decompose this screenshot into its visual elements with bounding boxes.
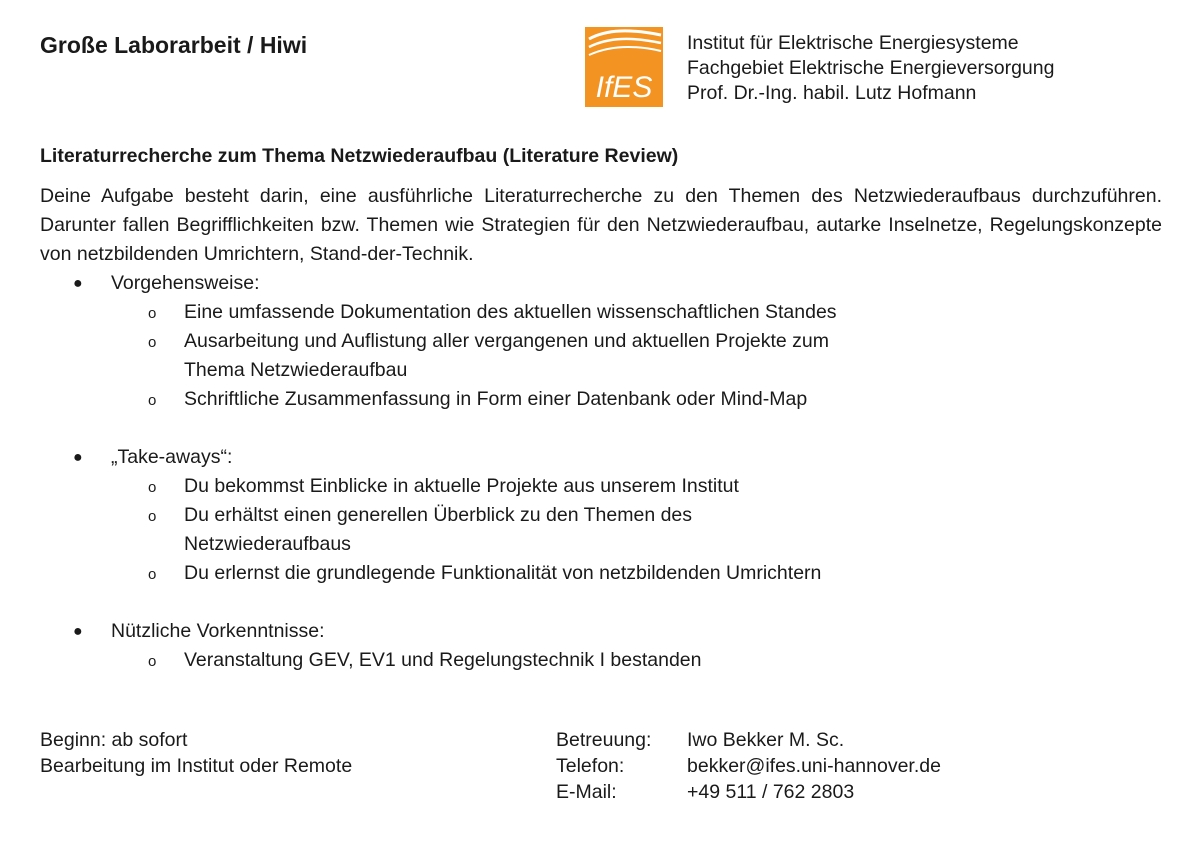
sub-list xyxy=(111,646,1162,675)
list-item xyxy=(40,269,1162,414)
circle-bullet-icon: o xyxy=(148,305,157,322)
sub-list-item xyxy=(40,298,854,327)
institute-line: Fachgebiet Elektrische Energieversorgung xyxy=(687,57,1055,79)
contact-value: bekker@ifes.uni-hannover.de xyxy=(687,755,941,777)
list-label: Vorgehensweise: xyxy=(111,272,260,294)
contact-row-supervision xyxy=(556,727,941,753)
circle-bullet-icon: o xyxy=(148,566,157,583)
page-title: Große Laborarbeit / Hiwi xyxy=(40,32,308,58)
sub-item-text: Eine umfassende Dokumentation des aktuellen wissenschaftlichen Standes xyxy=(184,301,837,323)
sub-item-text: Du erhältst einen generellen Überblick zu den Themen des Netzwiederaufbaus xyxy=(184,504,693,555)
contact-label: E-Mail: xyxy=(556,781,617,803)
sub-list-item xyxy=(40,501,804,559)
list-item xyxy=(40,617,1162,675)
sub-list-item xyxy=(40,472,854,501)
contact-value: Iwo Bekker M. Sc. xyxy=(687,729,845,751)
sub-item-text: Schriftliche Zusammenfassung in Form einer Datenbank oder Mind-Map xyxy=(184,388,808,410)
bullet-icon: ● xyxy=(73,623,83,640)
sub-list-item xyxy=(40,559,824,588)
sub-list xyxy=(111,472,1162,588)
institute-line: Institut für Elektrische Energiesysteme xyxy=(687,32,1019,54)
bullet-icon: ● xyxy=(73,449,83,466)
sub-item-text: Du bekommst Einblicke in aktuelle Projekte aus unserem Institut xyxy=(184,475,739,497)
sub-item-text: Ausarbeitung und Auflistung aller vergangenen und aktuellen Projekte zum Thema Netzwiederaufbau xyxy=(184,330,830,381)
circle-bullet-icon: o xyxy=(148,653,157,670)
footer-info xyxy=(40,727,352,779)
institute-info xyxy=(687,31,1054,106)
contact-label: Betreuung: xyxy=(556,729,652,751)
list-item xyxy=(40,443,1162,588)
sub-list-item xyxy=(40,327,854,385)
contact-info xyxy=(556,727,941,805)
list-label: Nützliche Vorkenntnisse: xyxy=(111,620,325,642)
bullet-icon: ● xyxy=(73,275,83,292)
sub-list xyxy=(111,298,1162,414)
ifes-logo xyxy=(585,27,663,107)
circle-bullet-icon: o xyxy=(148,508,157,525)
list-label: „Take-aways“: xyxy=(111,446,233,468)
sub-list-item xyxy=(40,385,854,414)
begin-text: Beginn: ab sofort xyxy=(40,729,188,751)
location-text: Bearbeitung im Institut oder Remote xyxy=(40,755,353,777)
sub-item-text: Veranstaltung GEV, EV1 und Regelungstechnik I bestanden xyxy=(184,649,702,671)
circle-bullet-icon: o xyxy=(148,392,157,409)
intro-paragraph: Deine Aufgabe besteht darin, eine ausführliche Literaturrecherche zu den Themen des Netzwiederaufbaus durchzuführen. Darunter fallen Begrifflichkeiten bzw. Themen wie Strategien für den Netzwiederaufbau, autarke Inselnetze, Regelungskonzepte von netzbildenden Umrichtern, Stand-der-Technik. xyxy=(40,185,1162,265)
contact-row-phone xyxy=(556,753,941,779)
contact-row-email xyxy=(556,779,941,805)
section-title: Literaturrecherche zum Thema Netzwiederaufbau (Literature Review) xyxy=(40,145,679,167)
logo-text: IfES xyxy=(595,71,653,104)
institute-line: Prof. Dr.-Ing. habil. Lutz Hofmann xyxy=(687,82,977,104)
contact-label: Telefon: xyxy=(556,755,625,777)
contact-value: +49 511 / 762 2803 xyxy=(687,781,855,803)
circle-bullet-icon: o xyxy=(148,479,157,496)
sub-list-item xyxy=(40,646,854,675)
main-list xyxy=(40,269,1162,675)
circle-bullet-icon: o xyxy=(148,334,157,351)
sub-item-text: Du erlernst die grundlegende Funktionalität von netzbildenden Umrichtern xyxy=(184,562,822,584)
content-body xyxy=(40,182,1162,675)
